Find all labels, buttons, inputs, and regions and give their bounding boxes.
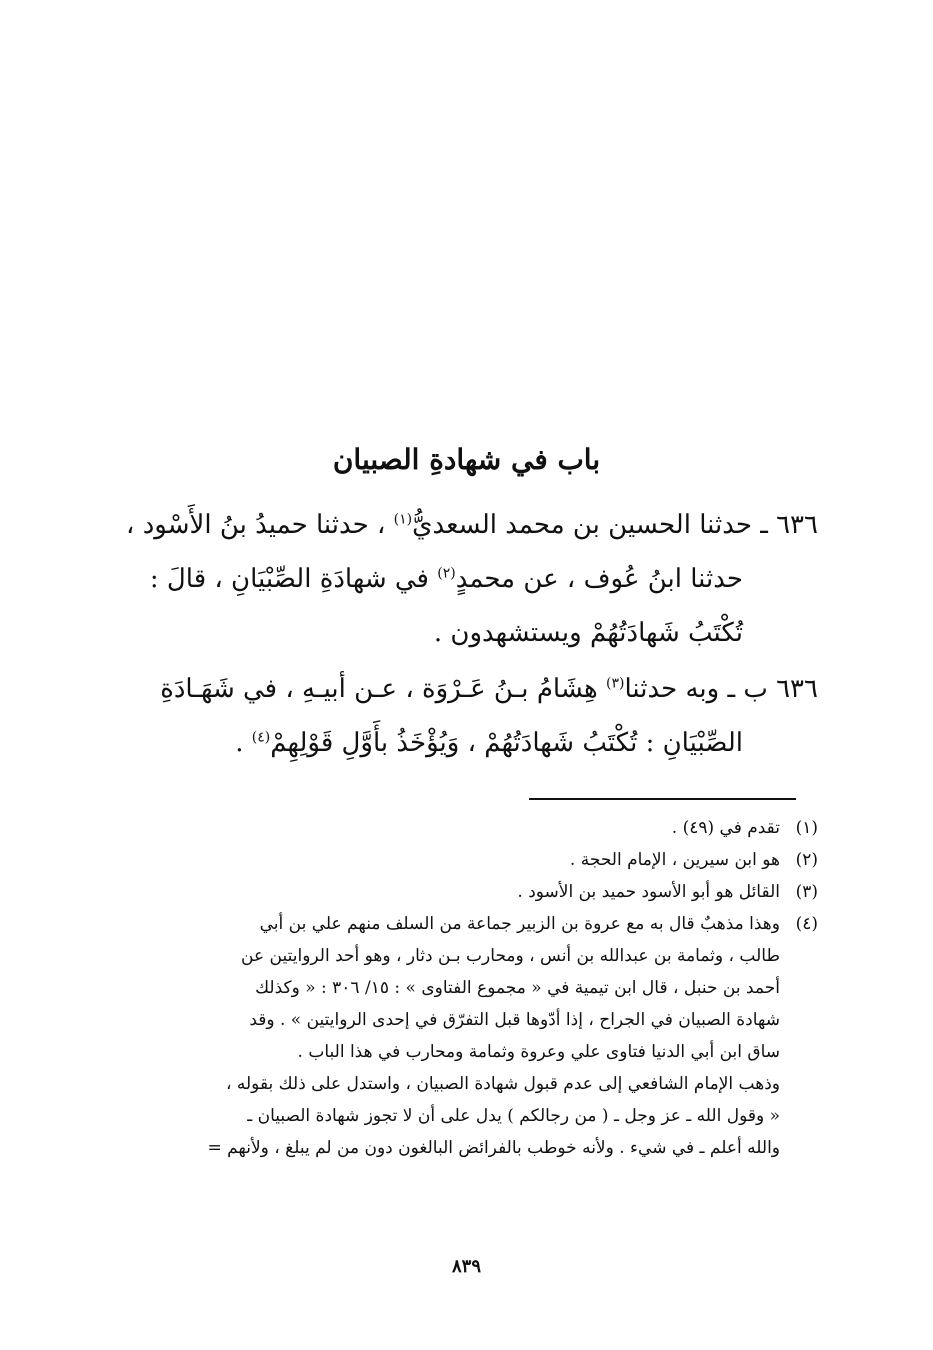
footnote-ref-2[interactable]: (٢) — [437, 565, 456, 582]
footnote-number: (٤) — [795, 914, 818, 934]
footnote-4-line-4: شهادة الصبيان في الجراح ، إذا أدّوها قبل التفرّق في إحدى الروايتين » . وقد — [249, 1010, 780, 1030]
hadith-636-line-1: ٦٣٦ ـ حدثنا الحسين بن محمد السعديُّ$^{(١)}$ ، حدثنا حميدُ بنُ الأَسْود ، — [126, 510, 818, 540]
footnote-3: (٣)القائل هو أبو الأسود حميد بن الأسود . — [115, 876, 818, 908]
footnote-ref-3[interactable]: (٣) — [606, 675, 625, 692]
hadith-636 — [115, 498, 818, 660]
footnote-number: (١) — [795, 818, 818, 838]
footnote-4-line-3: أحمد بن حنبل ، قال ابن تيمية في « مجموع الفتاوى » : ١٥/ ٣٠٦ : « وكذلك — [255, 978, 780, 998]
footnote-divider — [529, 798, 796, 800]
footnote-4-line-6: وذهب الإمام الشافعي إلى عدم قبول شهادة الصبيان ، واستدل على ذلك بقوله ، — [225, 1074, 780, 1094]
hadith-636-line-3: تُكْتَبُ شَهادَتُهُمْ ويستشهدون . — [433, 618, 743, 648]
hadith-636-line-2: حدثنا ابنُ عُوف ، عن محمدٍ$^{(٢)}$ في شهادَةِ الصِّبْيَانِ ، قالَ : — [149, 564, 743, 594]
hadith-636b — [115, 662, 818, 770]
footnotes — [115, 812, 818, 1164]
footnote-4-line-8: والله أعلم ـ في شيء . ولأنه خوطب بالفرائض البالغون دون من لم يبلغ ، ولأنهم = — [207, 1138, 780, 1158]
hadith-636b-line-2: الصِّبْيَانِ : تُكْتَبُ شَهادَتُهُمْ ، وَيُؤْخَذُ بأَوَّلِ قَوْلِهِمْ$^{(٤)}$ . — [235, 728, 743, 758]
footnote-4: (٤)وهذا مذهبٌ قال به مع عروة بن الزبير جماعة من السلف منهم علي بن أبي — [115, 908, 818, 940]
footnote-number: (٢) — [795, 850, 818, 870]
footnote-ref-1[interactable]: (١) — [393, 511, 413, 528]
hadith-636b-line-1: ٦٣٦ ب ـ وبه حدثنا$^{(٣)}$ هِشَامُ بـنُ عَـرْوَة ، عـن أبيـهِ ، في شَهَـادَةِ — [160, 674, 818, 704]
footnote-ref-4[interactable]: (٤) — [251, 729, 271, 746]
footnote-2: (٢)هو ابن سيرين ، الإمام الحجة . — [115, 844, 818, 876]
footnote-number: (٣) — [795, 882, 818, 902]
footnote-4-line-2: طالب ، وثمامة بن عبدالله بن أنس ، ومحارب بـن دثار ، وهو أحد الروايتين عن — [241, 946, 780, 966]
footnote-4-line-7: « وقول الله ـ عز وجل ـ ( من رجالكم ) يدل على أن لا تجوز شهادة الصبيان ـ — [247, 1106, 780, 1126]
footnote-1: (١)تقدم في (٤٩) . — [115, 812, 818, 844]
footnote-4-line-5: ساق ابن أبي الدنيا فتاوى علي وعروة وثمامة ومحارب في هذا الباب . — [297, 1042, 780, 1062]
chapter-heading: باب في شهادةِ الصبيان — [332, 443, 601, 476]
page-number: ٨٣٩ — [451, 1256, 481, 1277]
